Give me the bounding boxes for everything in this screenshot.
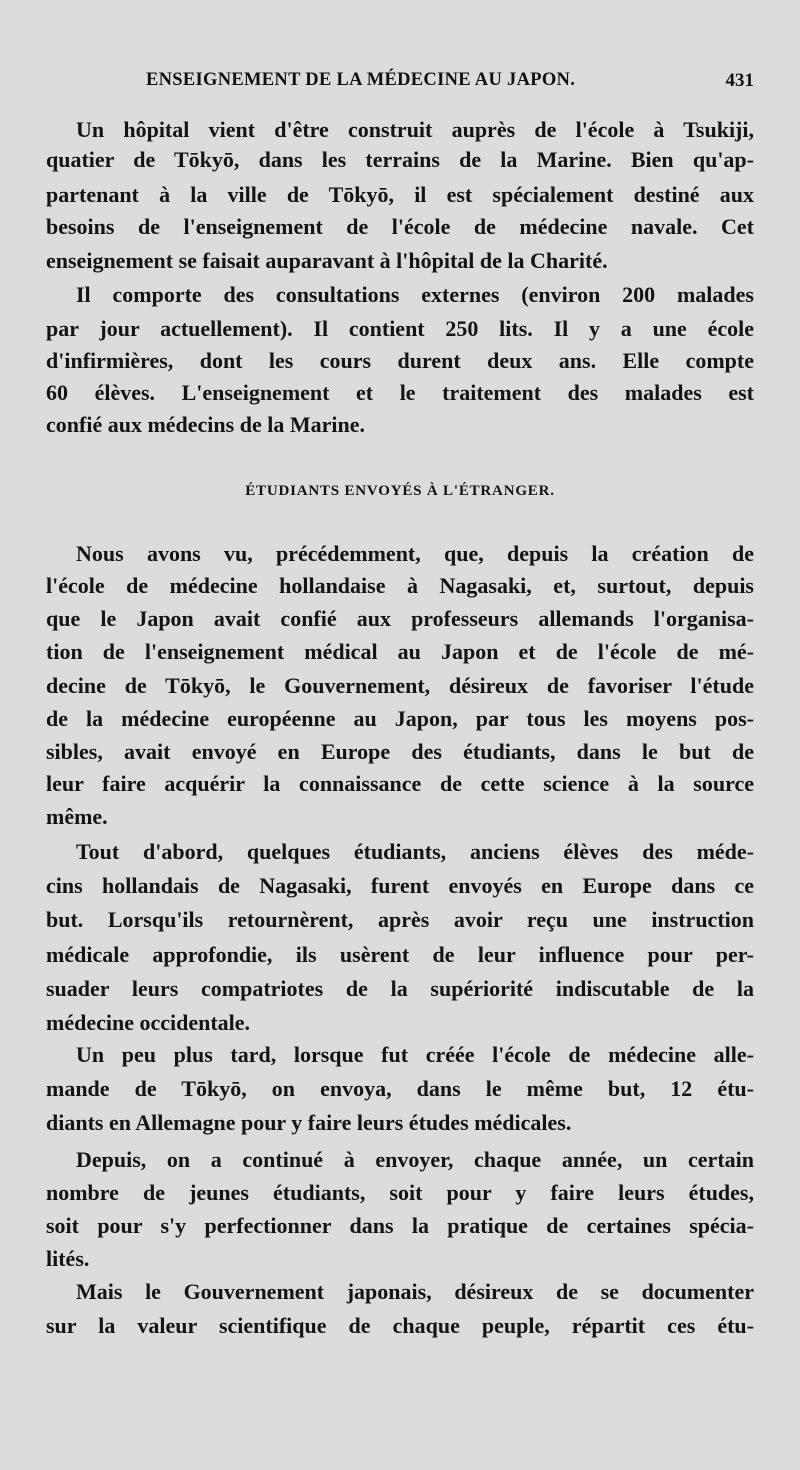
paragraph-4-line: Tout d'abord, quelques étudiants, anciens élèves des méde- [76,839,754,864]
paragraph-3-line: l'école de médecine hollandaise à Nagasaki, et, surtout, depuis [46,573,754,598]
paragraph-1-line: partenant à la ville de Tōkyō, il est spécialement destiné aux [46,182,754,207]
paragraph-1-line: besoins de l'enseignement de l'école de médecine navale. Cet [46,214,754,239]
paragraph-5-line: mande de Tōkyō, on envoya, dans le même but, 12 étu- [46,1076,754,1101]
page-number: 431 [725,70,754,91]
paragraph-5-line: diants en Allemagne pour y faire leurs études médicales. [46,1110,572,1135]
paragraph-3-line: de la médecine européenne au Japon, par tous les moyens pos- [46,706,754,731]
paragraph-5-line: Un peu plus tard, lorsque fut créée l'école de médecine alle- [76,1042,754,1067]
paragraph-2-line: d'infirmières, dont les cours durent deux ans. Elle compte [46,348,754,373]
paragraph-3-line: tion de l'enseignement médical au Japon et de l'école de mé- [46,639,754,664]
paragraph-2-line: par jour actuellement). Il contient 250 lits. Il y a une école [46,316,754,341]
paragraph-1-line: Un hôpital vient d'être construit auprès de l'école à Tsukiji, [76,117,754,142]
paragraph-1-line: enseignement se faisait auparavant à l'hôpital de la Charité. [46,248,608,273]
paragraph-4-line: médicale approfondie, ils usèrent de leur influence pour per- [46,942,754,967]
paragraph-6-line: lités. [46,1246,90,1271]
paragraph-3-line: leur faire acquérir la connaissance de cette science à la source [46,771,754,796]
paragraph-6-line: nombre de jeunes étudiants, soit pour y faire leurs études, [46,1180,754,1205]
paragraph-4-line: but. Lorsqu'ils retournèrent, après avoir reçu une instruction [46,907,754,932]
paragraph-3-line: que le Japon avait confié aux professeurs allemands l'organisa- [46,606,754,631]
paragraph-6-line: soit pour s'y perfectionner dans la pratique de certaines spécia- [46,1213,754,1238]
paragraph-4-line: médecine occidentale. [46,1010,251,1035]
paragraph-3-line: Nous avons vu, précédemment, que, depuis la création de [76,541,754,566]
paragraph-7-line: Mais le Gouvernement japonais, désireux de se documenter [76,1279,754,1304]
paragraph-2-line: 60 élèves. L'enseignement et le traitement des malades est [46,380,754,405]
paragraph-2-line: Il comporte des consultations externes (environ 200 malades [76,282,754,307]
paragraph-3-line: decine de Tōkyō, le Gouvernement, désireux de favoriser l'étude [46,673,754,698]
section-heading: ÉTUDIANTS ENVOYÉS À L'ÉTRANGER. [245,483,555,499]
paragraph-1-line: quatier de Tōkyō, dans les terrains de la Marine. Bien qu'ap- [46,147,754,172]
paragraph-7-line: sur la valeur scientifique de chaque peuple, répartit ces étu- [46,1313,754,1338]
paragraph-4-line: suader leurs compatriotes de la supériorité indiscutable de la [46,976,754,1001]
paragraph-3-line: même. [46,804,108,829]
paragraph-2-line: confié aux médecins de la Marine. [46,412,365,437]
paragraph-3-line: sibles, avait envoyé en Europe des étudiants, dans le but de [46,739,754,764]
paragraph-4-line: cins hollandais de Nagasaki, furent envoyés en Europe dans ce [46,873,754,898]
paragraph-6-line: Depuis, on a continué à envoyer, chaque année, un certain [76,1147,754,1172]
running-head [46,70,754,100]
running-title: ENSEIGNEMENT DE LA MÉDECINE AU JAPON. [146,70,576,90]
